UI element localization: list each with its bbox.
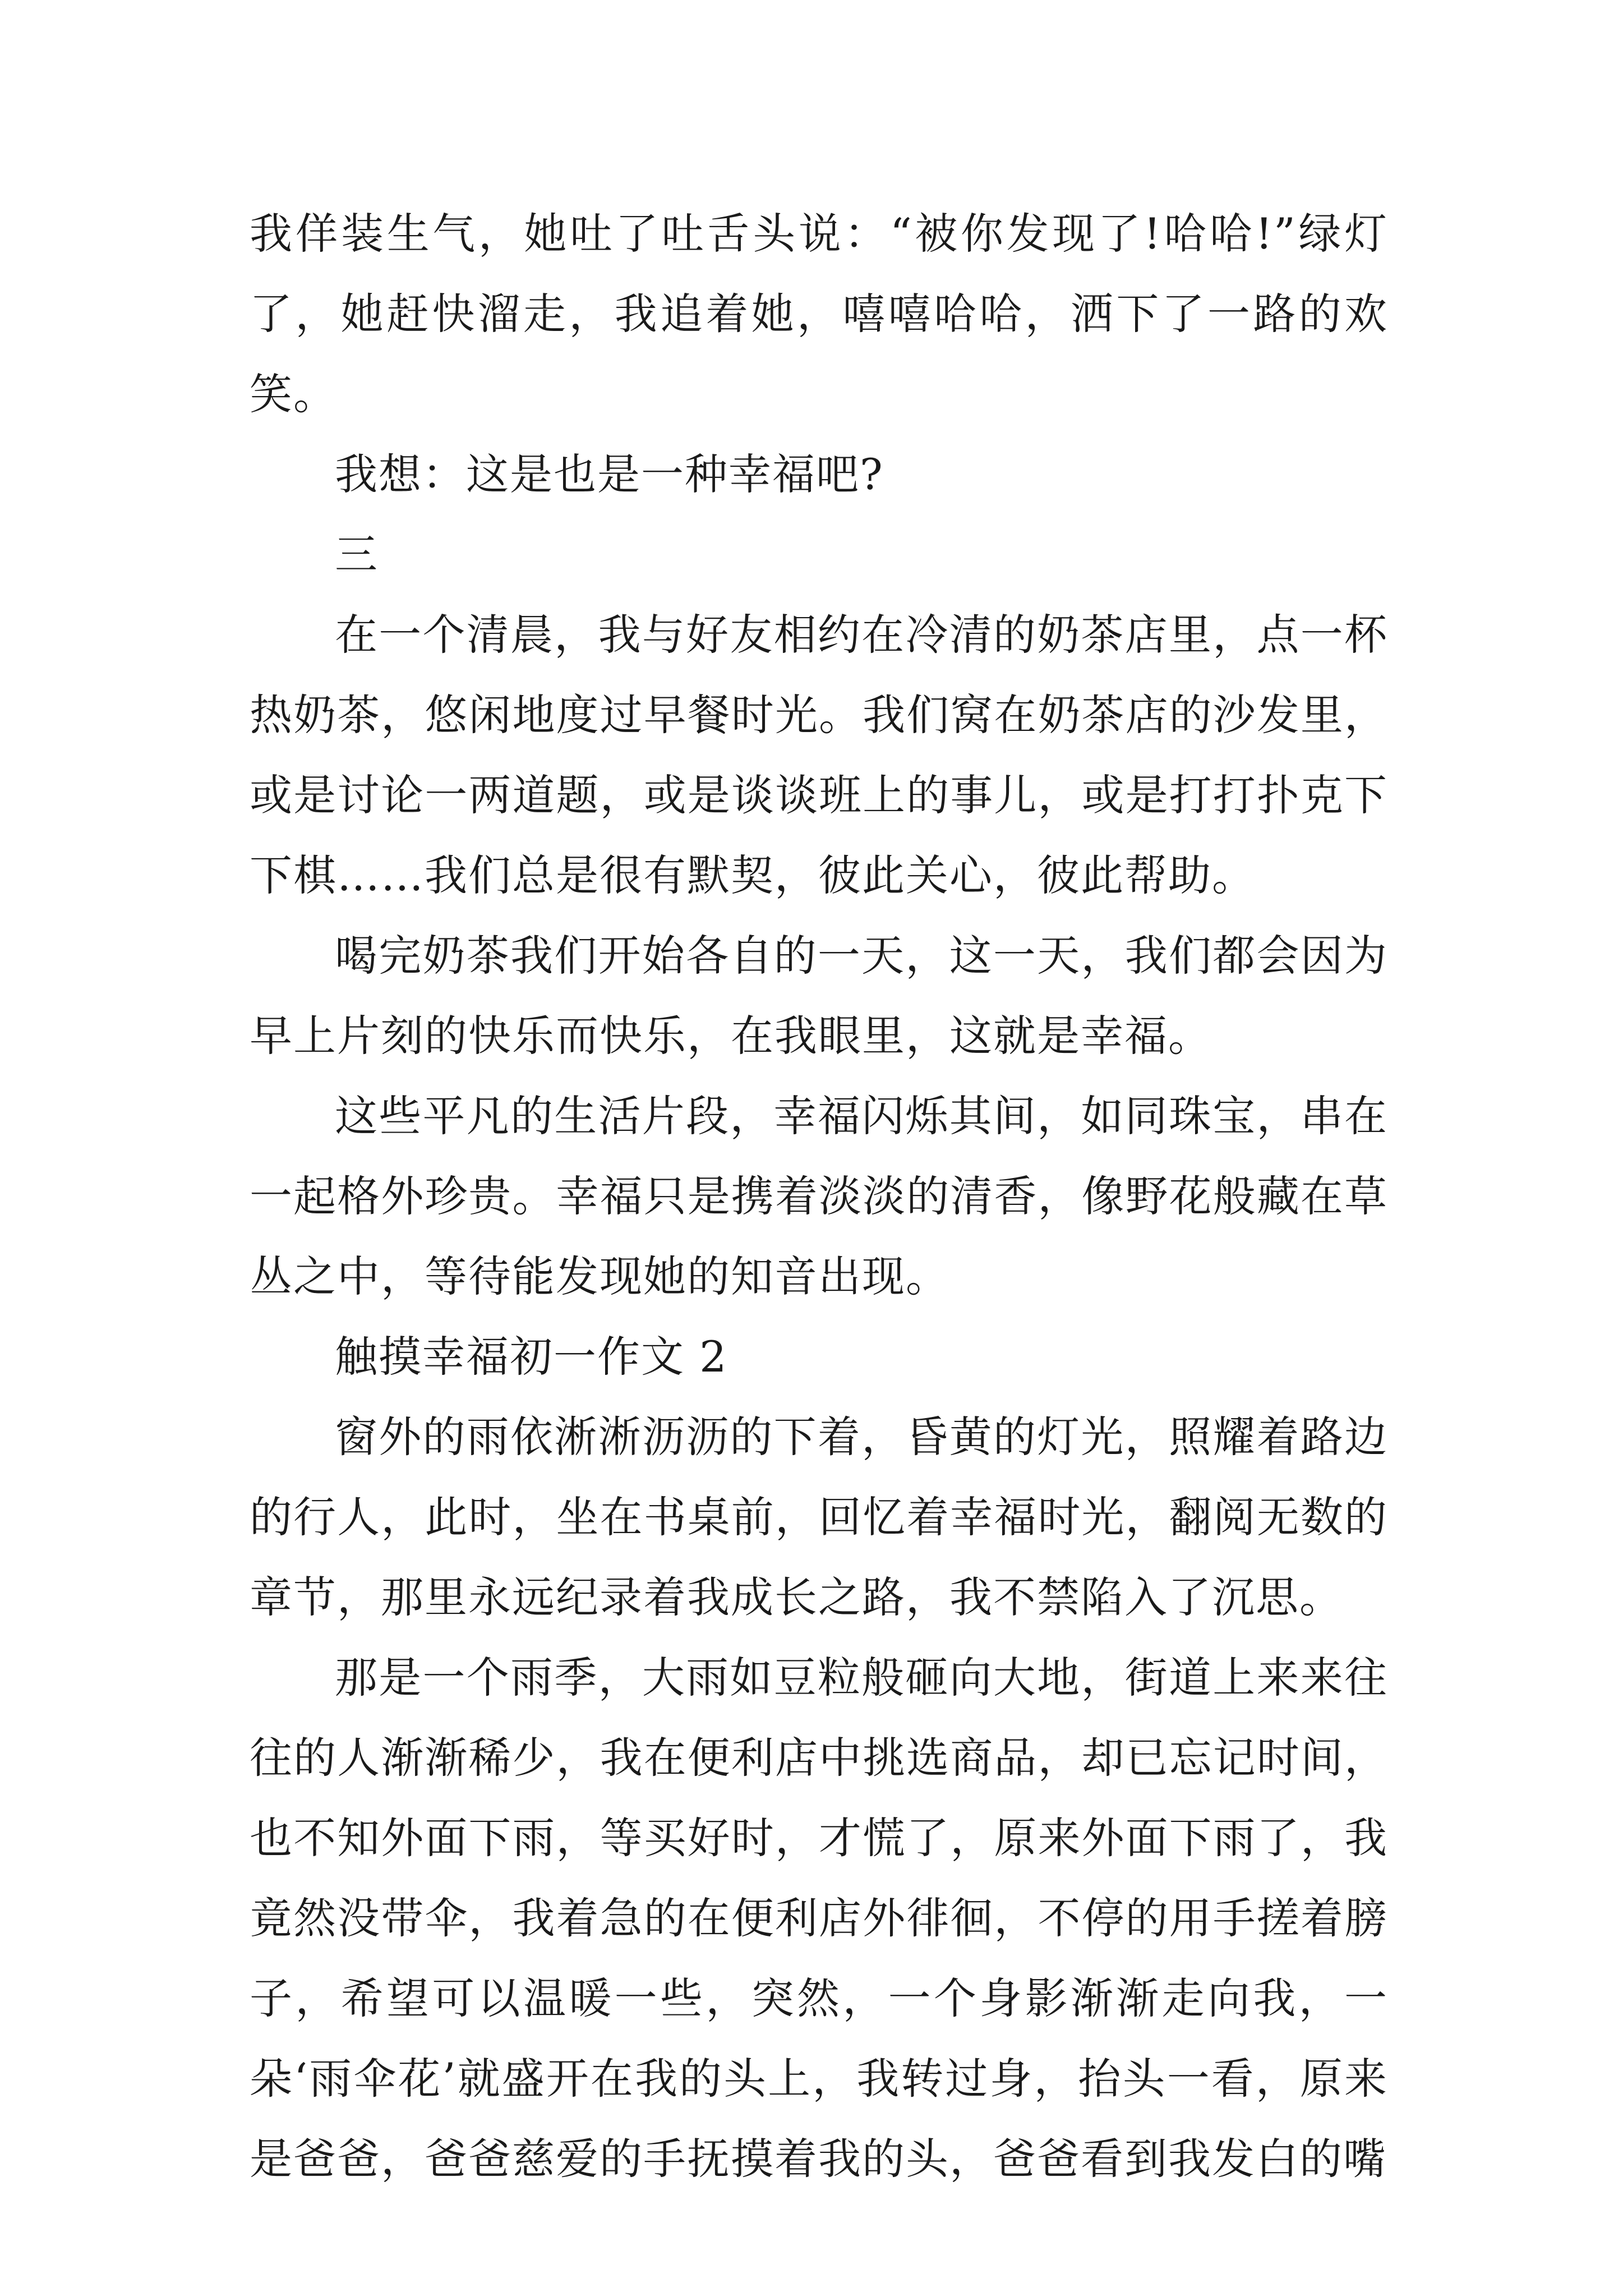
paragraph-1: 我佯装生气，她吐了吐舌头说：“被你发现了!哈哈!”绿灯了，她赶快溜走，我追着她，嘻嘻哈哈，洒下了一路的欢笑。 bbox=[250, 209, 1388, 419]
paragraph-4: 在一个清晨，我与好友相约在冷清的奶茶店里，点一杯热奶茶，悠闲地度过早餐时光。我们窝在奶茶店的沙发里，或是讨论一两道题，或是谈谈班上的事儿，或是打打扑克下下棋……我们总是很有默契，彼此关心，彼此帮助。 bbox=[250, 610, 1388, 900]
paragraph-2: 我想：这是也是一种幸福吧? bbox=[335, 449, 884, 499]
section-number: 三 bbox=[335, 530, 379, 579]
paragraph-8: 窗外的雨依淅淅沥沥的下着，昏黄的灯光，照耀着路边的行人，此时，坐在书桌前，回忆着幸福时光，翻阅无数的章节，那里永远纪录着我成长之路，我不禁陷入了沉思。 bbox=[250, 1412, 1388, 1622]
paragraph-6: 这些平凡的生活片段，幸福闪烁其间，如同珠宝，串在一起格外珍贵。幸福只是携着淡淡的清香，像野花般藏在草丛之中，等待能发现她的知音出现。 bbox=[250, 1091, 1388, 1301]
essay-title: 触摸幸福初一作文 2 bbox=[335, 1332, 728, 1382]
article-body bbox=[250, 194, 1388, 2199]
paragraph-5: 喝完奶茶我们开始各自的一天，这一天，我们都会因为早上片刻的快乐而快乐，在我眼里，这就是幸福。 bbox=[250, 931, 1388, 1061]
paragraph-9: 那是一个雨季，大雨如豆粒般砸向大地，街道上来来往往的人渐渐稀少，我在便利店中挑选商品，却已忘记时间，也不知外面下雨，等买好时，才慌了，原来外面下雨了，我竟然没带伞，我着急的在便利店外徘徊，不停的用手搓着膀子，希望可以温暖一些，突然，一个身影渐渐走向我，一朵‘雨伞花’就盛开在我的头上，我转过身，抬头一看，原来是爸爸，爸爸慈爱的手抚摸着我的头，爸爸看到我发白的嘴 bbox=[250, 1653, 1388, 2184]
